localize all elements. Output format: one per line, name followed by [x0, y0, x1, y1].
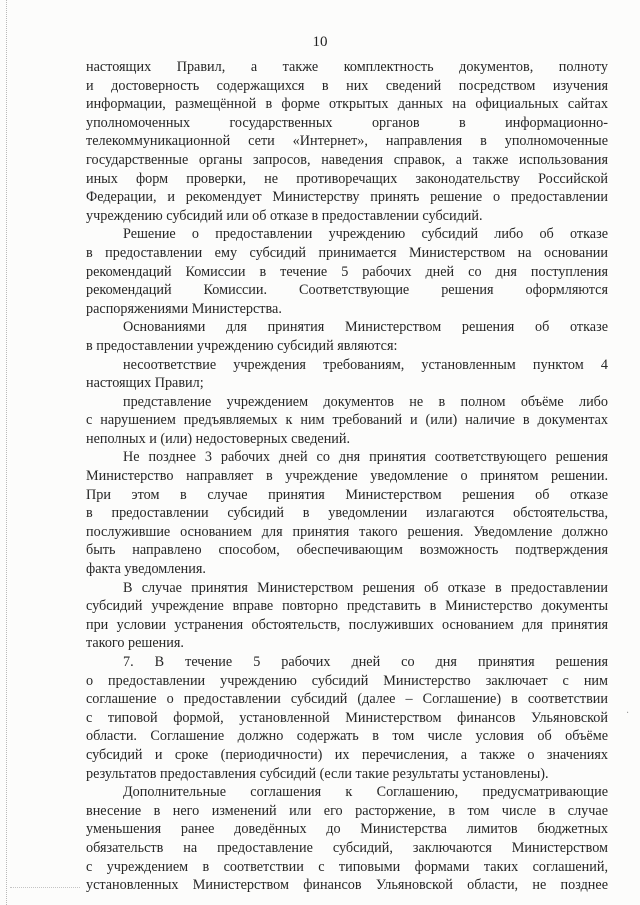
- text-line: субсидий учреждение вправе повторно представить в Министерство документы: [86, 598, 608, 615]
- paragraph-first-line: Решение о предоставлении учреждению субсидий либо об отказе: [123, 226, 608, 243]
- text-line: послужившие основанием для принятия такого решения. Уведомление должно: [86, 523, 608, 540]
- text-line: настоящих Правил;: [86, 375, 204, 392]
- text-line: уполномоченных государственных органов в информационно-: [86, 114, 608, 131]
- paragraph-first-line: В случае принятия Министерством решения об отказе в предоставлении: [123, 579, 608, 596]
- scan-mark: ·: [626, 708, 630, 719]
- paragraph-first-line: несоответствие учреждения требованиям, установленным пунктом 4: [123, 356, 608, 373]
- text-line: с нарушением предъявляемых к ним требований и (или) наличие в документах: [86, 412, 608, 429]
- text-line: при условии устранения обстоятельств, послуживших основанием для принятия: [86, 616, 608, 633]
- text-line: установленных Министерством финансов Ульяновской области, не позднее: [86, 877, 608, 894]
- page-number: 10: [312, 34, 328, 50]
- text-line: быть направлено способом, обеспечивающим возможность подтверждения: [86, 542, 608, 559]
- text-line: такого решения.: [86, 635, 184, 652]
- paragraph-first-line: Дополнительные соглашения к Соглашению, предусматривающие: [123, 784, 608, 801]
- text-line: внесение в него изменений или его расторжение, в том числе в случае: [86, 802, 608, 819]
- text-line: телекоммуникационной сети «Интернет», направления в уполномоченные: [86, 133, 608, 150]
- text-line: в предоставлении учреждению субсидий являются:: [86, 337, 398, 354]
- text-line: неполных и (или) недостоверных сведений.: [86, 430, 351, 447]
- text-line: результатов предоставления субсидий (если такие результаты установлены).: [86, 765, 549, 782]
- text-line: информации, размещённой в форме открытых данных на официальных сайтах: [86, 96, 608, 113]
- scan-edge-line: [6, 0, 8, 905]
- text-line: о предоставлении учреждению субсидий Министерство заключает с ним: [86, 672, 608, 689]
- paragraph-first-line: Не позднее 3 рабочих дней со дня принятия соответствующего решения: [123, 449, 608, 466]
- text-line: учреждению субсидий или об отказе в предоставлении субсидий.: [86, 207, 483, 224]
- text-line: настоящих Правил, а также комплектность документов, полноту: [86, 59, 608, 75]
- text-line: уменьшения ранее доведённых до Министерства лимитов бюджетных: [86, 821, 608, 838]
- text-line: государственные органы запросов, наведения справок, а также использования: [86, 151, 608, 168]
- text-line: При этом в случае принятия Министерством решения об отказе: [86, 486, 608, 503]
- text-line: обязательств на предоставление субсидий, заключаются Министерством: [86, 839, 608, 856]
- text-line: факта уведомления.: [86, 561, 206, 578]
- text-line: Министерство направляет в учреждение уведомление о принятом решении.: [86, 468, 608, 485]
- text-line: распоряжениями Министерства.: [86, 300, 282, 317]
- text-line: с типовой формой, установленной Министерством финансов Ульяновской: [86, 709, 608, 726]
- text-line: с учреждением в соответствии с типовыми формами таких соглашений,: [86, 858, 608, 875]
- text-line: в предоставлении ему субсидий принимается Министерством на основании: [86, 244, 608, 261]
- text-line: области. Соглашение должно содержать в том числе условия об объёме: [86, 728, 608, 745]
- text-line: Федерации, и рекомендует Министерству принять решение о предоставлении: [86, 189, 608, 206]
- text-line: и достоверность содержащихся в них сведений посредством изучения: [86, 77, 608, 94]
- scan-smudge: [10, 887, 80, 894]
- text-line: соглашение о предоставлении субсидий (далее – Соглашение) в соответствии: [86, 691, 608, 708]
- paragraph-first-line: Основаниями для принятия Министерством решения об отказе: [123, 319, 608, 336]
- section-7-first-line: 7. В течение 5 рабочих дней со дня принятия решения: [123, 654, 608, 670]
- text-line: в предоставлении субсидий в уведомлении излагаются обстоятельства,: [86, 505, 608, 522]
- text-line: рекомендаций Комиссии в течение 5 рабочих дней со дня поступления: [86, 263, 608, 280]
- text-line: рекомендаций Комиссии. Соответствующие решения оформляются: [86, 282, 608, 299]
- paragraph-first-line: представление учреждением документов не в полном объёме либо: [123, 393, 608, 410]
- text-line: субсидий и сроке (периодичности) их перечисления, а также о значениях: [86, 746, 608, 763]
- text-line: иных форм проверки, не противоречащих законодательству Российской: [86, 170, 608, 187]
- document-body: [86, 58, 608, 895]
